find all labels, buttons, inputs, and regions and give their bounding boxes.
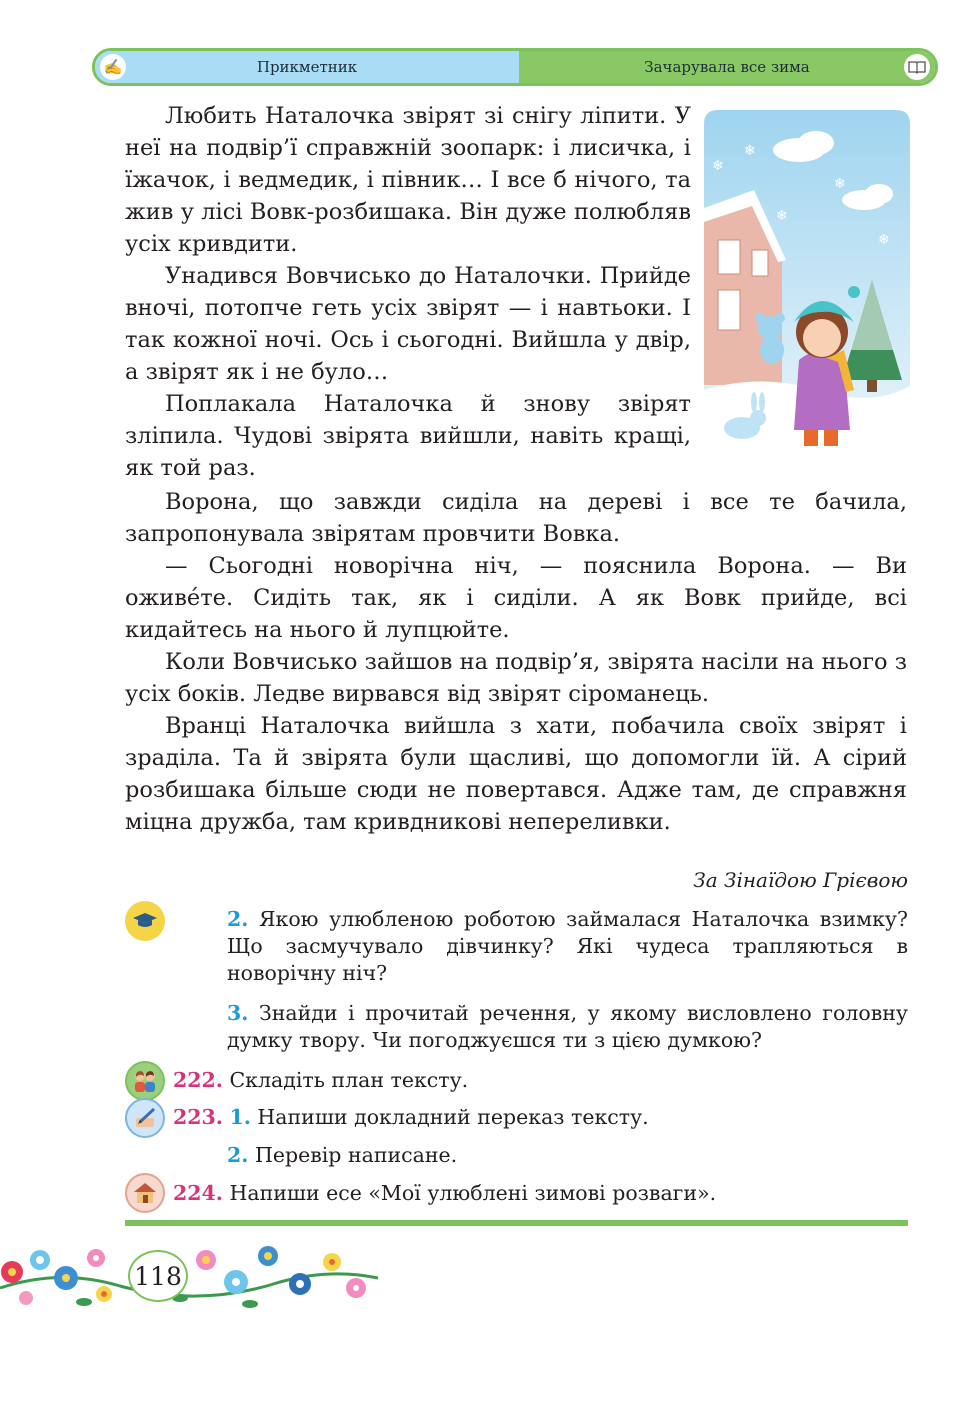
- exercise-223-subtask-2: [227, 1142, 908, 1169]
- exercise-number: 224.: [173, 1181, 223, 1205]
- story-paragraph: — Сьогодні новорічна ніч, — пояснила Ворона. — Ви оживéте. Сидіть так, як і сиділи. А як Вовк прийде, всі кидайтесь на нього й лупцюйте.: [125, 553, 907, 643]
- exercise-text: Напиши есе «Мої улюблені зимові розваги».: [229, 1181, 717, 1205]
- story-paragraph: Коли Вовчисько зайшов на подвір’я, звірята насіли на нього з усіх боків. Ледве вирвався від звірят сіроманець.: [125, 649, 907, 707]
- question-text: Знайди і прочитай речення, у якому висловлено головну думку твору. Чи погоджуєшся ти з цією думкою?: [227, 1001, 908, 1052]
- question-number: 2.: [227, 907, 249, 931]
- exercise-number: 222.: [173, 1068, 223, 1092]
- svg-text:❄: ❄: [712, 158, 724, 174]
- question-3: [227, 1000, 908, 1054]
- exercise-number: 223.: [173, 1105, 223, 1129]
- subtask-number: 1.: [229, 1105, 251, 1129]
- svg-text:❄: ❄: [744, 448, 756, 464]
- footer-divider: [125, 1220, 908, 1226]
- subtask-text: Перевір написане.: [254, 1143, 458, 1167]
- svg-text:❄: ❄: [776, 208, 788, 224]
- exercise-text: Складіть план тексту.: [229, 1068, 469, 1092]
- story-text-bottom: [125, 486, 907, 838]
- exercise-223: [173, 1104, 908, 1131]
- subtask-number: 2.: [227, 1143, 249, 1167]
- children-icon: [125, 1061, 165, 1101]
- writing-hand-icon: [125, 1098, 165, 1138]
- header-section-title: Прикметник: [256, 58, 358, 76]
- story-paragraph: Вранці Наталочка вийшла з хати, побачила своїх звірят і зраділа. Та й звірята були щасливі, що допомогли їй. А сірий розбишака більше сюди не повертався. Адже там, де справжня міцна дружба, там кривдникові непереливки.: [125, 713, 907, 835]
- story-paragraph: Любить Наталочка звірят зі снігу ліпити. У неї на подвір’ї справжній зоопарк: і лисичка, і їжачок, і ведмедик, і півник… І все б нічого, та жив у лісі Вовк-розбишака. Він дуже полюбляв усіх кривдити.: [125, 103, 691, 257]
- exercise-222: [173, 1067, 908, 1094]
- house-icon: [125, 1173, 165, 1213]
- story-text-top: [125, 100, 691, 484]
- graduation-cap-icon: [125, 901, 165, 941]
- svg-text:❄: ❄: [744, 143, 756, 159]
- flower-border-decoration: [0, 1238, 380, 1318]
- header-chapter-title: Зачарувала все зима: [644, 58, 810, 76]
- pen-icon: ✍: [100, 54, 126, 80]
- svg-text:❄: ❄: [878, 232, 890, 248]
- book-icon: [904, 54, 930, 80]
- page-header: [92, 48, 938, 86]
- question-text: Якою улюбленою роботою займалася Наталочка взимку? Що засмучувало дівчинку? Які чудеса трапляються в новорічну ніч?: [227, 907, 908, 985]
- svg-text:❄: ❄: [834, 176, 846, 192]
- page-number: 118: [128, 1250, 188, 1302]
- winter-girl-illustration: [704, 110, 910, 472]
- story-paragraph: Поплакала Наталочка й знову звірят зліпила. Чудові звірята вийшли, навіть кращі, як той раз.: [125, 391, 691, 481]
- question-number: 3.: [227, 1001, 249, 1025]
- exercise-224: [173, 1180, 908, 1207]
- header-section-left: [95, 51, 519, 83]
- question-2: [227, 906, 908, 987]
- story-paragraph: Унадився Вовчисько до Наталочки. Прийде вночі, потопче геть усіх звірят — і навтьоки. І так кожної ночі. Ось і сьогодні. Вийшла у двір, а звірят як і не було…: [125, 263, 691, 385]
- story-author: За Зінаїдою Грієвою: [693, 868, 908, 892]
- header-chapter-right: [519, 51, 935, 83]
- subtask-text: Напиши докладний переказ тексту.: [257, 1105, 649, 1129]
- story-paragraph: Ворона, що завжди сиділа на дереві і все те бачила, запропонувала звірятам провчити Вовка.: [125, 489, 907, 547]
